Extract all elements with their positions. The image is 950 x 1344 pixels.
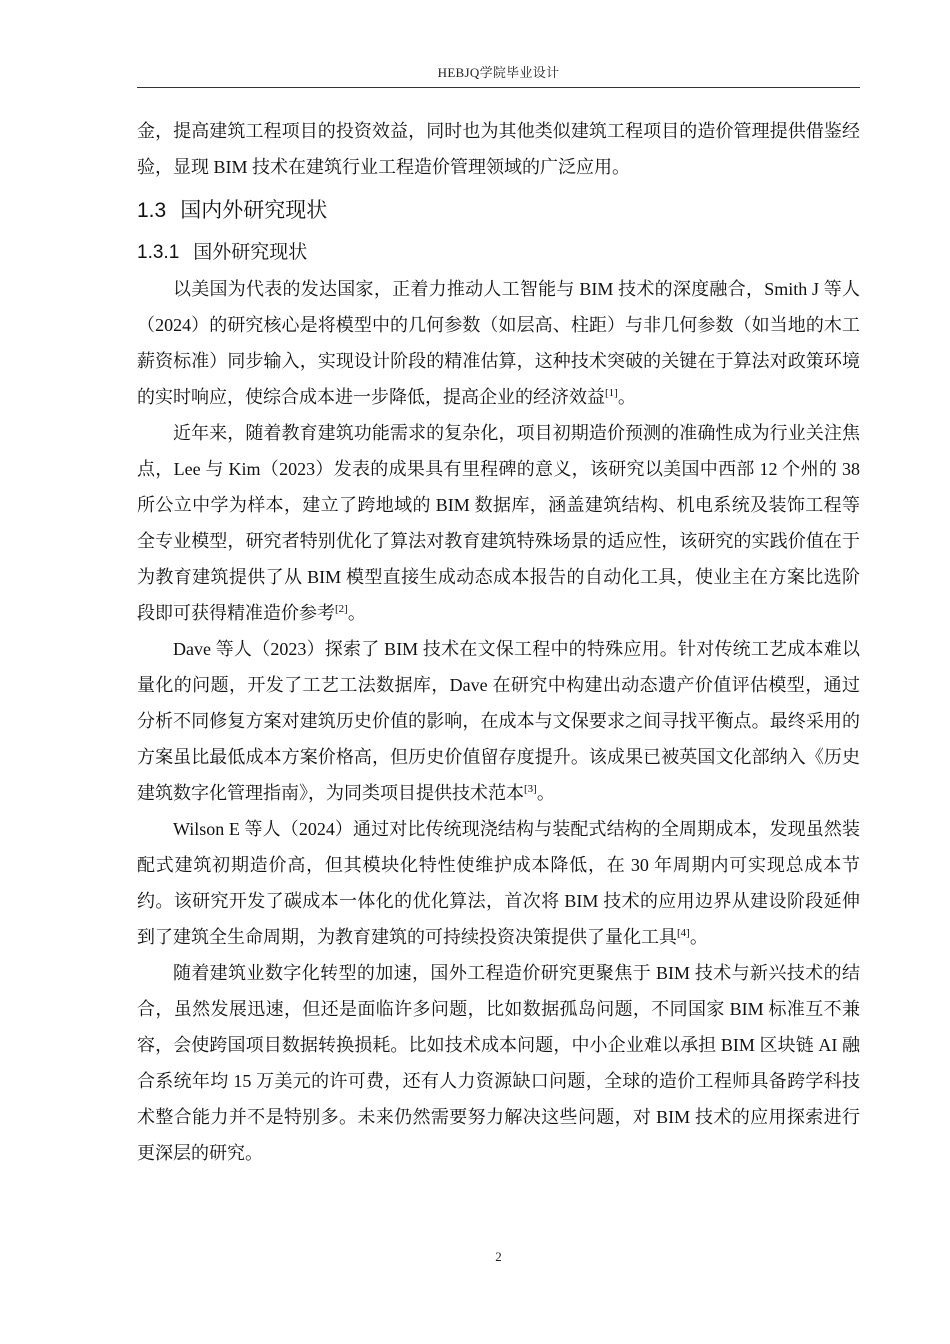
paragraph-end: 。 (536, 783, 555, 803)
section-number: 1.3 (137, 199, 167, 222)
paragraph-text: 以美国为代表的发达国家，正着力推动人工智能与 BIM 技术的深度融合，Smith J 等人（2024）的研究核心是将模型中的几何参数（如层高、柱距）与非几何参数（如当地的木工薪资标准）同步输入，实现设计阶段的精准估算，这种技术突破的关键在于算法对政策环境的实时响应，使综合成本进一步降低，提高企业的经济效益 (137, 279, 860, 407)
citation-ref: [3] (524, 783, 537, 795)
paragraph-text: 近年来，随着教育建筑功能需求的复杂化，项目初期造价预测的准确性成为行业关注焦点，Lee 与 Kim（2023）发表的成果具有里程碑的意义，该研究以美国中西部 12 个州的 38 所公立中学为样本，建立了跨地域的 BIM 数据库，涵盖建筑结构、机电系统及装饰工程等全专业模型，研究者特别优化了算法对教育建筑特殊场景的适应性，该研究的实践价值在于为教育建筑提供了从 BIM 模型直接生成动态成本报告的自动化工具，使业主在方案比选阶段即可获得精准造价参考 (137, 423, 860, 623)
paragraph-summary: 随着建筑业数字化转型的加速，国外工程造价研究更聚焦于 BIM 技术与新兴技术的结合，虽然发展迅速，但还是面临许多问题，比如数据孤岛问题，不同国家 BIM 标准互不兼容，会使跨国项目数据转换损耗。比如技术成本问题，中小企业难以承担 BIM 区块链 AI 融合系统年均 15 万美元的许可费，还有人力资源缺口问题，全球的造价工程师具备跨学科技术整合能力并不是特别多。未来仍然需要努力解决这些问题，对 BIM 技术的应用探索进行更深层的研究。 (137, 963, 860, 1163)
subsection-heading (137, 234, 860, 271)
paragraph-end: 。 (689, 927, 708, 947)
paragraph-wilson (137, 811, 860, 955)
citation-ref: [1] (605, 387, 618, 399)
page-number: 2 (495, 1249, 502, 1264)
section-title: 国内外研究现状 (180, 198, 328, 222)
header-divider (137, 87, 860, 88)
subsection-number: 1.3.1 (137, 242, 180, 263)
paragraph-smith (137, 271, 860, 415)
paragraph-dave (137, 631, 860, 811)
paragraph-text: Wilson E 等人（2024）通过对比传统现浇结构与装配式结构的全周期成本，发现虽然装配式建筑初期造价高，但其模块化特性使维护成本降低，在 30 年周期内可实现总成本节约。该研究开发了碳成本一体化的优化算法，首次将 BIM 技术的应用边界从建设阶段延伸到了建筑全生命周期，为教育建筑的可持续投资决策提供了量化工具 (137, 819, 860, 947)
paragraph-end: 。 (347, 603, 366, 623)
citation-ref: [4] (677, 927, 690, 939)
paragraph-end: 。 (617, 387, 636, 407)
paragraph-lee-kim (137, 415, 860, 631)
page-body (137, 113, 860, 1171)
section-heading (137, 185, 860, 234)
subsection-title: 国外研究现状 (193, 241, 308, 263)
citation-ref: [2] (335, 603, 348, 615)
paragraph-text: Dave 等人（2023）探索了 BIM 技术在文保工程中的特殊应用。针对传统工艺成本难以量化的问题，开发了工艺工法数据库，Dave 在研究中构建出动态遗产价值评估模型，通过分析不同修复方案对建筑历史价值的影响，在成本与文保要求之间寻找平衡点。最终采用的方案虽比最低成本方案价格高，但历史价值留存度提升。该成果已被英国文化部纳入《历史建筑数字化管理指南》，为同类项目提供技术范本 (137, 639, 860, 803)
page-header: HEBJQ学院毕业设计 (437, 65, 560, 80)
paragraph-continuation: 金，提高建筑工程项目的投资效益，同时也为其他类似建筑工程项目的造价管理提供借鉴经验，显现 BIM 技术在建筑行业工程造价管理领域的广泛应用。 (137, 121, 860, 177)
